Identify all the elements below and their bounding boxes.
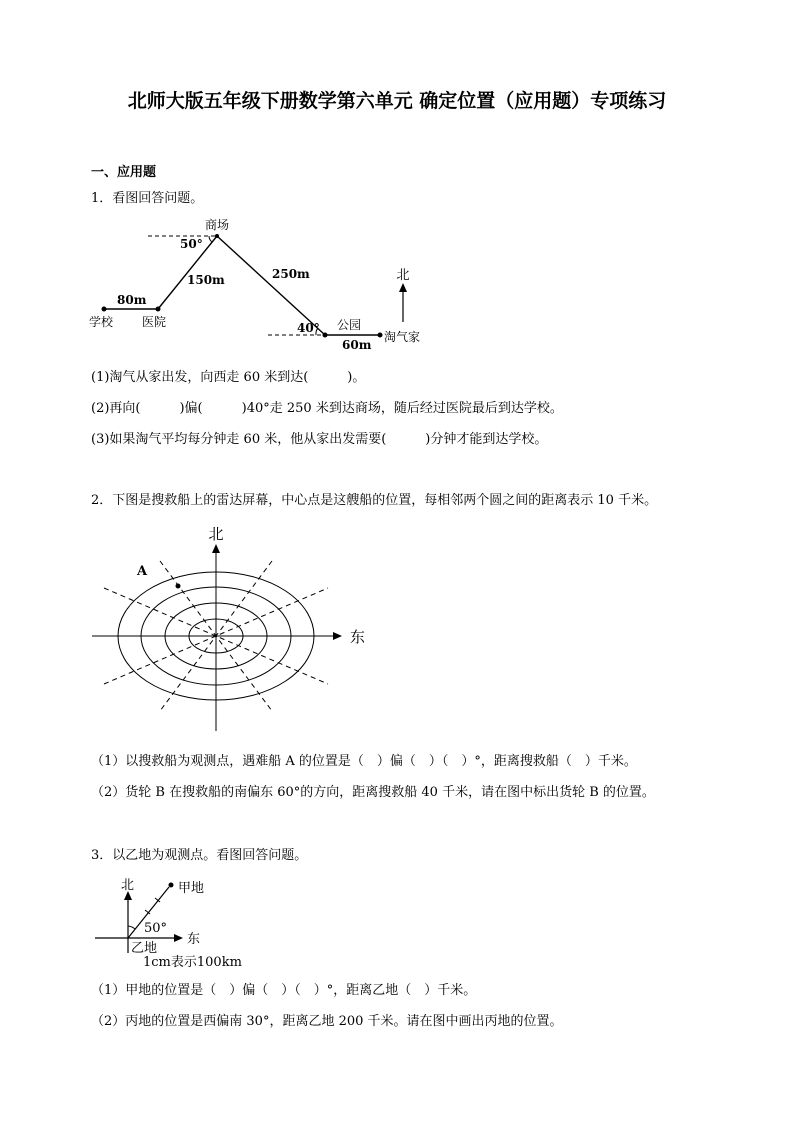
q3-scale-label: 1cm表示100km: [143, 955, 242, 970]
q1-stem: 1．看图回答问题。: [91, 191, 204, 206]
q3-point-jia: [169, 883, 174, 888]
q2-point-a: [176, 584, 181, 589]
q1-label-150m: 150m: [187, 273, 225, 287]
q1-part-2: (2)再向( )偏( )40°走 250 米到达商场，随后经过医院最后到达学校。: [91, 401, 563, 416]
section-heading: 一、应用题: [91, 165, 157, 180]
q1-label-angle-park: 40°: [297, 321, 320, 335]
q1-label-home: 淘气家: [384, 330, 421, 344]
q1-point-mall: [215, 234, 219, 238]
q2-east-arrowhead-icon: [333, 632, 342, 640]
q3-label-jia: 甲地: [178, 881, 205, 896]
q2-north-arrowhead-icon: [212, 544, 220, 553]
q2-label-a: A: [137, 564, 148, 579]
q1-angle-arc-mall: [209, 236, 212, 242]
q3-east-label: 东: [187, 932, 201, 947]
q2-stem: 2．下图是搜救船上的雷达屏幕，中心点是这艘船的位置，每相邻两个圆之间的距离表示 10 千米。: [91, 493, 658, 508]
q1-north-arrowhead-icon: [399, 283, 407, 292]
q1-label-mall: 商场: [205, 218, 230, 232]
q1-point-hospital: [156, 307, 161, 312]
q1-label-hospital: 医院: [142, 315, 167, 329]
q1-label-60m: 60m: [342, 338, 372, 352]
q1-label-80m: 80m: [117, 293, 147, 307]
q3-part-1: （1）甲地的位置是（ ）偏（ ）（ ）°，距离乙地（ ）千米。: [91, 983, 477, 998]
q3-angle-arc: [128, 926, 135, 929]
q1-north-label: 北: [396, 268, 410, 283]
q3-north-label: 北: [121, 878, 135, 893]
q2-north-label: 北: [208, 525, 224, 543]
q2-part-1: （1）以搜救船为观测点，遇难船 A 的位置是（ ）偏（ ）（ ）°，距离搜救船（ ）千米。: [91, 754, 637, 769]
q1-route-map: [85, 212, 445, 357]
q2-radar-screen: [85, 520, 385, 738]
q1-part-1: (1)淘气从家出发，向西走 60 米到达( )。: [91, 370, 366, 385]
q1-label-angle-mall: 50°: [180, 237, 203, 251]
q1-part-3: (3)如果淘气平均每分钟走 60 米，他从家出发需要( )分钟才能到达学校。: [91, 432, 548, 447]
q3-part-2: （2）丙地的位置是西偏南 30°，距离乙地 200 千米。请在图中画出丙地的位置。: [91, 1014, 563, 1029]
page-title: 北师大版五年级下册数学第六单元 确定位置（应用题）专项练习: [127, 90, 667, 112]
q1-point-school: [102, 307, 107, 312]
q1-label-park: 公园: [337, 318, 362, 332]
q3-stem: 3．以乙地为观测点。看图回答问题。: [91, 848, 308, 863]
q1-label-250m: 250m: [272, 267, 310, 281]
q3-direction-diagram: [90, 870, 320, 975]
q2-part-2: （2）货轮 B 在搜救船的南偏东 60°的方向，距离搜救船 40 千米，请在图中标出货轮 B 的位置。: [91, 785, 655, 800]
q1-point-home: [378, 333, 383, 338]
q3-label-angle: 50°: [144, 921, 168, 936]
q1-point-park: [323, 333, 328, 338]
q3-label-yi: 乙地: [131, 941, 158, 956]
q1-label-school: 学校: [89, 315, 114, 329]
q3-east-arrowhead-icon: [174, 934, 183, 942]
q2-east-label: 东: [350, 628, 366, 646]
